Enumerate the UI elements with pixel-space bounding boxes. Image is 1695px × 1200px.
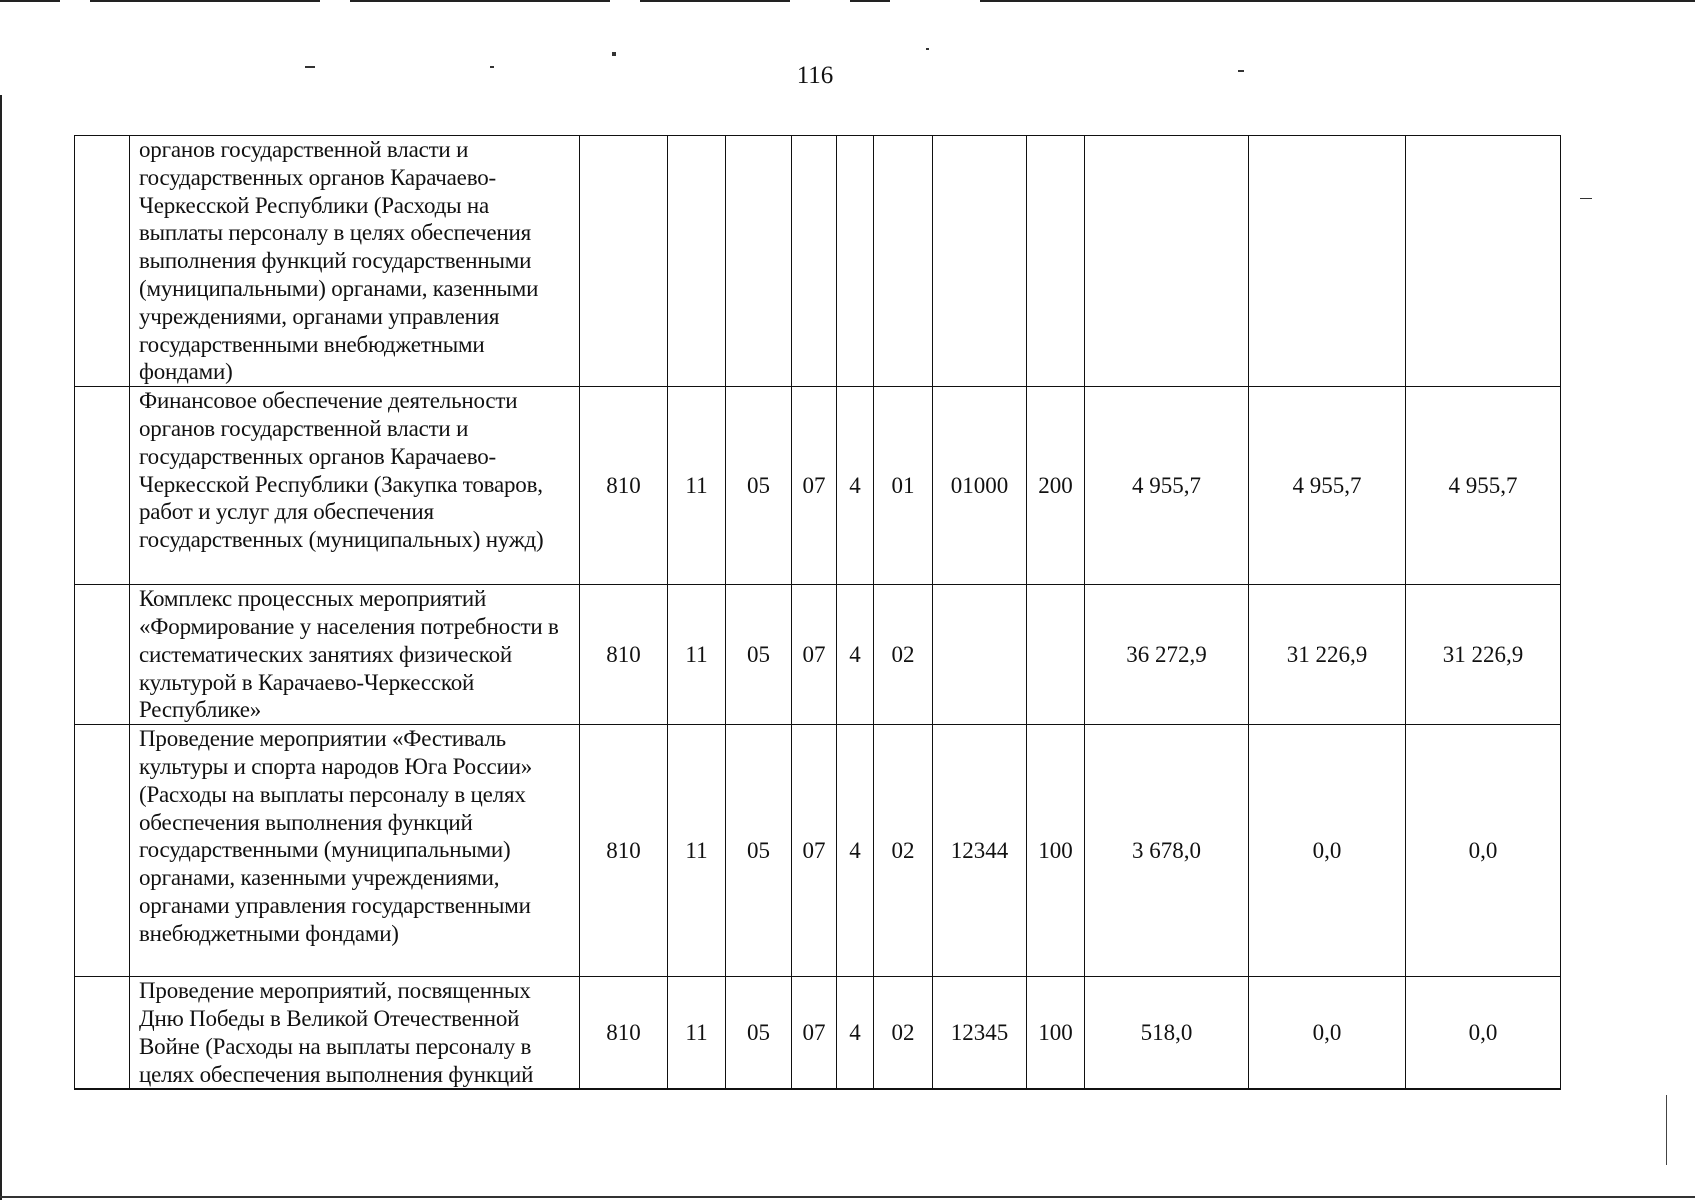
- scan-top-edge: [0, 0, 1695, 3]
- amount-cell: 0,0: [1406, 977, 1561, 1090]
- scan-speck: [1238, 70, 1244, 72]
- subprogram-code: 4: [837, 977, 874, 1090]
- item-name: Проведение мероприятии «Фестиваль культуры и спорта народов Юга России» (Расходы на выплаты персоналу в целях обеспечения выполнения функций государственными (муниципальными) органами, казенными учреждениями, органами управления государственными внебюджетными фондами): [130, 725, 580, 977]
- amount-cell: 0,0: [1249, 725, 1406, 977]
- subsection-code: 05: [726, 585, 792, 725]
- row-number-cell: [75, 585, 130, 725]
- ministry-code: [580, 136, 668, 387]
- activity-code: 02: [874, 977, 933, 1090]
- scan-bottom-edge: [0, 1196, 1695, 1198]
- program-code: 07: [792, 725, 837, 977]
- expense-type-code: [1027, 136, 1085, 387]
- subprogram-code: 4: [837, 725, 874, 977]
- direction-code: 12344: [933, 725, 1027, 977]
- amount-cell: [1085, 136, 1249, 387]
- scan-speck: [490, 66, 494, 68]
- direction-code: [933, 136, 1027, 387]
- scan-right-edge: [1666, 1095, 1667, 1165]
- scan-line: [640, 0, 790, 2]
- section-code: 11: [668, 585, 726, 725]
- section-code: 11: [668, 977, 726, 1090]
- subsection-code: 05: [726, 977, 792, 1090]
- expense-type-code: [1027, 585, 1085, 725]
- amount-cell: 0,0: [1406, 725, 1561, 977]
- ministry-code: 810: [580, 977, 668, 1090]
- section-code: 11: [668, 725, 726, 977]
- table-row: [75, 136, 1561, 387]
- program-code: 07: [792, 387, 837, 585]
- scan-line: [980, 0, 1695, 2]
- ministry-code: 810: [580, 387, 668, 585]
- amount-cell: [1406, 136, 1561, 387]
- scan-speck: [305, 66, 315, 68]
- direction-code: 01000: [933, 387, 1027, 585]
- amount-cell: 4 955,7: [1085, 387, 1249, 585]
- subsection-code: [726, 136, 792, 387]
- activity-code: 02: [874, 725, 933, 977]
- row-number-cell: [75, 387, 130, 585]
- row-number-cell: [75, 136, 130, 387]
- program-code: 07: [792, 585, 837, 725]
- budget-table: [74, 135, 1561, 1090]
- subprogram-code: 4: [837, 585, 874, 725]
- amount-cell: 0,0: [1249, 977, 1406, 1090]
- item-name: Проведение мероприятий, посвященных Дню Победы в Великой Отечественной Войне (Расходы на выплаты персоналу в целях обеспечения выполнения функций: [130, 977, 580, 1090]
- row-number-cell: [75, 977, 130, 1090]
- scan-line: [350, 0, 610, 2]
- subsection-code: 05: [726, 387, 792, 585]
- table-row: [75, 387, 1561, 585]
- table-row: [75, 977, 1561, 1090]
- expense-type-code: 100: [1027, 725, 1085, 977]
- amount-cell: 3 678,0: [1085, 725, 1249, 977]
- scan-line: [0, 0, 60, 2]
- ministry-code: 810: [580, 725, 668, 977]
- expense-type-code: 200: [1027, 387, 1085, 585]
- scan-speck: [612, 52, 616, 56]
- amount-cell: [1249, 136, 1406, 387]
- table-row: [75, 585, 1561, 725]
- amount-cell: 518,0: [1085, 977, 1249, 1090]
- amount-cell: 31 226,9: [1406, 585, 1561, 725]
- activity-code: 02: [874, 585, 933, 725]
- table-row: [75, 725, 1561, 977]
- scan-speck: [926, 48, 929, 50]
- item-name: Комплекс процессных мероприятий «Формирование у населения потребности в систематических занятиях физической культурой в Карачаево-Черкесской Республике»: [130, 585, 580, 725]
- subprogram-code: 4: [837, 387, 874, 585]
- amount-cell: 4 955,7: [1249, 387, 1406, 585]
- scan-left-edge: [0, 95, 2, 1200]
- amount-cell: 4 955,7: [1406, 387, 1561, 585]
- program-code: 07: [792, 977, 837, 1090]
- direction-code: [933, 585, 1027, 725]
- subprogram-code: [837, 136, 874, 387]
- section-code: [668, 136, 726, 387]
- subsection-code: 05: [726, 725, 792, 977]
- item-name: Финансовое обеспечение деятельности органов государственной власти и государственных органов Карачаево-Черкесской Республики (Закупка товаров, работ и услуг для обеспечения государственных (муниципальных) нужд): [130, 387, 580, 585]
- direction-code: 12345: [933, 977, 1027, 1090]
- amount-cell: 36 272,9: [1085, 585, 1249, 725]
- activity-code: 01: [874, 387, 933, 585]
- program-code: [792, 136, 837, 387]
- amount-cell: 31 226,9: [1249, 585, 1406, 725]
- scan-speck: [1580, 198, 1592, 199]
- page-number: 116: [796, 62, 834, 89]
- row-number-cell: [75, 725, 130, 977]
- scan-line: [90, 0, 320, 2]
- item-name: органов государственной власти и государственных органов Карачаево-Черкесской Республики (Расходы на выплаты персоналу в целях обеспечения выполнения функций государственными (муниципальными) органами, казенными учреждениями, органами управления государственными внебюджетными фондами): [130, 136, 580, 387]
- expense-type-code: 100: [1027, 977, 1085, 1090]
- ministry-code: 810: [580, 585, 668, 725]
- activity-code: [874, 136, 933, 387]
- section-code: 11: [668, 387, 726, 585]
- scan-line: [850, 0, 890, 2]
